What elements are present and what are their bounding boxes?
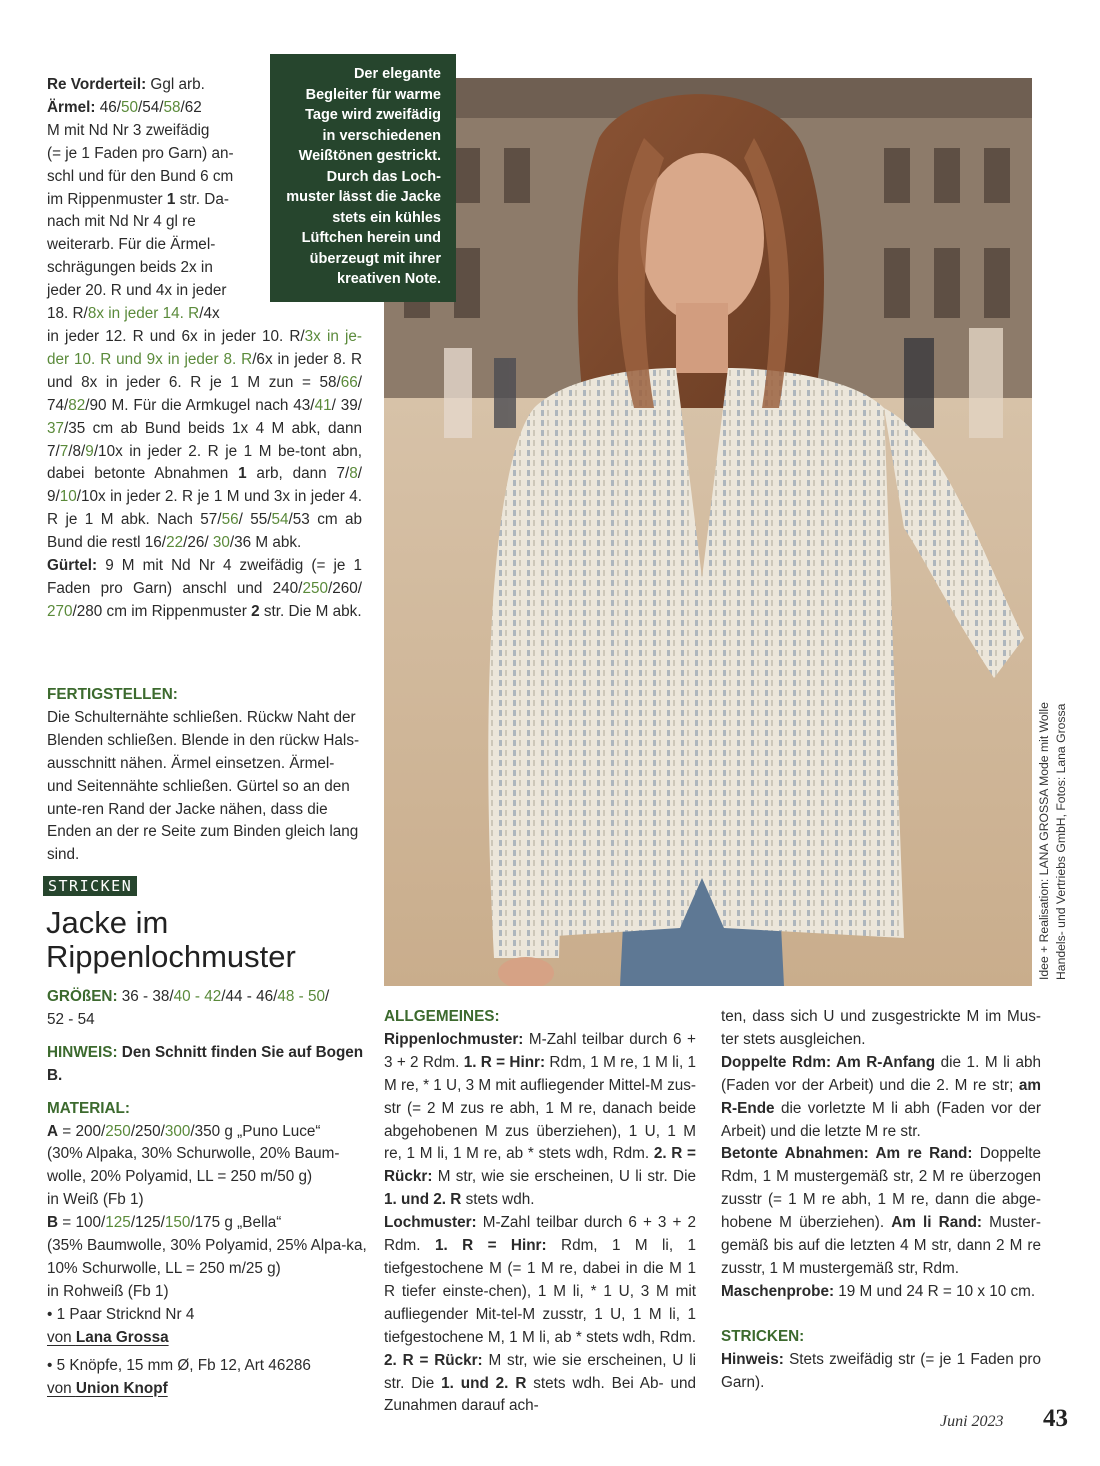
category-label: STRICKEN <box>43 876 137 896</box>
callout-line: Weißtönen gestrickt. <box>298 148 441 164</box>
callout-line: Lüftchen herein und <box>301 230 441 246</box>
specs-section <box>47 986 367 1400</box>
material-a: A = 200/250/250/300/350 g „Puno Luce“ <box>47 1122 321 1140</box>
callout-line: muster lässt die Jacke <box>286 189 441 205</box>
sleeve-paragraph-cont: in jeder 12. R und 6x in jeder 10. R/3x in je-der 10. R und 9x in jeder 8. R/6x in jeder 8. R und 8x in jeder 6. R je 1 M zun = 58/66/ 74/82/90 M. Für die Armkugel nach 43/41/ 39/ 37/35 cm ab Bund beids 1x 4 M abk, dann 7/7/8/9/10x in jeder 2. R je 1 M be-tont abn, dabei betonte Abnahmen 1 arb, dann 7/8/ 9/10/10x in jeder 2. R je 1 M und 3x in jeder 4. R je 1 M abk. Nach 57/56/ 55/54/53 cm ab Bund die restl 16/22/26/ 30/36 M abk. <box>47 327 363 552</box>
callout-line: Tage wird zweifädig <box>305 107 441 123</box>
knitting-hint: Hinweis: Stets zweifädig str (= je 1 Faden pro Garn). <box>721 1350 1041 1391</box>
finishing-section <box>47 684 362 867</box>
general-heading: ALLGEMEINES: <box>384 1008 500 1025</box>
needles-supplier: von Lana Grossa <box>47 1328 169 1346</box>
material-a-color: in Weiß (Fb 1) <box>47 1191 144 1209</box>
material-a-desc: (30% Alpaka, 30% Schurwolle, 20% Baum-wolle, 20% Polyamid, LL = 250 m/50 g) <box>47 1145 340 1186</box>
callout-box <box>270 54 456 302</box>
photo-credit <box>1036 80 1070 980</box>
needles: • 1 Paar Stricknd Nr 4 <box>47 1305 195 1323</box>
callout-line: Der elegante <box>353 66 441 82</box>
buttons-supplier: von Union Knopf <box>47 1379 168 1397</box>
callout-line: kreativen Note. <box>337 271 441 287</box>
title-line-2: Rippenlochmuster <box>46 939 296 974</box>
continued-text: ten, dass sich U und zusgestrickte M im Mus-ter stets ausgleichen. <box>721 1008 1041 1048</box>
belt-paragraph: Gürtel: 9 M mit Nd Nr 4 zweifädig (= je 1 Faden pro Garn) anschl und 240/250/260/ 270/280 cm im Rippenmuster 2 str. Die M abk. <box>47 557 362 620</box>
material-b: B = 100/125/125/150/175 g „Bella“ <box>47 1214 282 1232</box>
general-column <box>384 1006 696 1418</box>
callout-line: Durch das Loch- <box>326 168 441 185</box>
lace-pattern: Lochmuster: M-Zahl teilbar durch 6 + 3 + 2 Rdm. 1. R = Hinr: Rdm, 1 M li, 1 tiefgestochene M (= 1 M re, dabei in die M 1 R tiefer einste-chen), 1 M li, * 1 U, 3 M mit aufliegender Mit-tel-M zusstr, 1 U, 1 M li, 1 tiefgestochene M, 1 M li, ab * stets wdh, Rdm. 2. R = Rückr: M str, wie sie erscheinen, U li str. Die 1. und 2. R stets wdh. Bei Ab- und Zunahmen darauf ach- <box>384 1214 696 1415</box>
knitting-heading: STRICKEN: <box>721 1327 805 1345</box>
front-right-paragraph: Re Vorderteil: Ggl arb. <box>47 76 205 93</box>
title-line-1: Jacke im <box>46 905 169 940</box>
issue-date: Juni 2023 <box>940 1413 1004 1430</box>
sleeve-instructions-narrow <box>47 74 237 326</box>
sizes: GRÖßEN: 36 - 38/40 - 42/44 - 46/48 - 50/ 52 - 54 <box>47 988 330 1028</box>
callout-line: stets ein kühles <box>332 209 441 226</box>
hint: HINWEIS: Den Schnitt finden Sie auf Bogen B. <box>47 1043 364 1084</box>
model-photo <box>384 78 1032 986</box>
finishing-text: Die Schulternähte schließen. Rückw Naht der Blenden schließen. Blende in den rückw Hals-ausschnitt nähen. Ärmel einsetzen. Ärmel- und Seitennähte schließen. Gürtel so an den unte-ren Rand der Jacke nähen, dass die Enden an der re Seite zum Binden gleich lang sind. <box>47 708 360 864</box>
article-title <box>46 906 296 974</box>
page-number: 43 <box>1043 1405 1068 1432</box>
callout-line: in verschiedenen <box>322 127 441 144</box>
accent-decreases: Betonte Abnahmen: Am re Rand: Doppelte Rdm, 1 M mustergemäß str, 2 M re überzogen zusstr (= 1 M re abh, 1 M re, dann die abge-hobene M überziehen). Am li Rand: Muster-gemäß bis auf die letzten 4 M str, dann 2 M re zusstr, 1 M mustergemäß str, Rdm. <box>721 1145 1041 1277</box>
material-b-color: in Rohweiß (Fb 1) <box>47 1282 169 1300</box>
callout-line: überzeugt mit ihrer <box>309 250 441 267</box>
material-heading: MATERIAL: <box>47 1099 130 1117</box>
buttons: • 5 Knöpfe, 15 mm Ø, Fb 12, Art 46286 <box>47 1356 311 1374</box>
callout-line: Begleiter für warme <box>305 86 441 103</box>
instructions-column-3 <box>721 1006 1041 1395</box>
rib-lace-pattern: Rippenlochmuster: M-Zahl teilbar durch 6 + 3 + 2 Rdm. 1. R = Hinr: Rdm, 1 M re, 1 M li, 1 M re, * 1 U, 3 M mit aufliegender Mittel-M zus-str (= 2 M zus re abh, 1 M re, danach beide abgehobenen M zus überziehen), 1 U, 1 M re, 1 M li, 1 M re, ab * stets wdh, Rdm. 2. R = Rückr: M str, wie sie erscheinen, U li str. Die 1. und 2. R stets wdh. <box>384 1030 697 1209</box>
material-b-desc: (35% Baumwolle, 30% Polyamid, 25% Alpa-ka, 10% Schurwolle, LL = 250 m/25 g) <box>47 1237 367 1277</box>
finishing-heading: FERTIGSTELLEN: <box>47 686 178 703</box>
credit-line-2: Handels- und Vertriebs GmbH, Fotos: Lana Grossa <box>1054 703 1068 980</box>
credit-line-1: Idee + Realisation: LANA GROSSA Mode mit Wolle <box>1037 702 1051 980</box>
gauge: Maschenprobe: 19 M und 24 R = 10 x 10 cm. <box>721 1282 1036 1300</box>
sleeve-paragraph: Ärmel: 46/50/54/58/62 M mit Nd Nr 3 zweifädig (= je 1 Faden pro Garn) an- schl und für den Bund 6 cm im Rippenmuster 1 str. Da- nach mit Nd Nr 4 gl re weiterarb. Für die Ärmel- schrägungen beids 2x in jeder 20. R und 4x in jeder 18. R/8x in jeder 14. R/4x <box>47 98 234 323</box>
photo-illustration <box>384 78 1032 986</box>
double-edge: Doppelte Rdm: Am R-Anfang die 1. M li abh (Faden vor der Arbeit) und die 2. M re str; am R-Ende die vorletzte M li abh (Faden vor der Arbeit) und die letzte M re str. <box>721 1053 1041 1140</box>
